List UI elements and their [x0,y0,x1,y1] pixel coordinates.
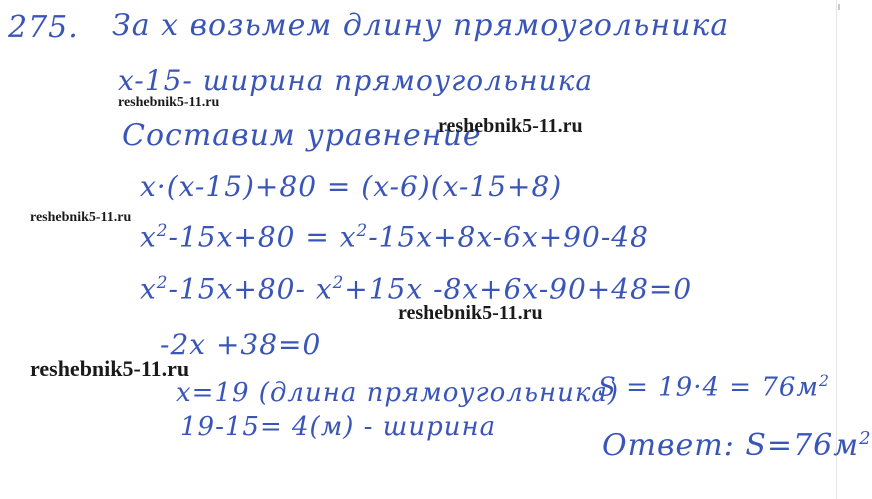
equation-3-x: x [140,272,157,306]
edge-mark [838,4,840,10]
line-width-definition: x-15- ширина прямоугольника [118,64,594,97]
width-calculation: 19-15= 4(м) - ширина [180,412,497,442]
problem-number: 275. [8,10,79,45]
watermark: reshebnik5-11.ru [30,356,190,381]
equation-3-exponent: 2 [332,272,345,292]
watermark: reshebnik5-11.ru [398,302,543,324]
final-answer [602,428,872,463]
equation-2-exponent: 2 [156,220,169,240]
equation-2-exponent: 2 [356,220,369,240]
line-intro: За x возьмем длину прямоугольника [112,8,730,43]
area-unit-exponent: 2 [818,372,830,390]
area-calculation [598,372,830,403]
equation-4: -2x +38=0 [160,328,322,361]
equation-3 [140,272,692,305]
equation-3-part: -15x+80- x [168,272,333,306]
equation-2-x: x [140,220,157,254]
final-answer-exponent: 2 [859,428,872,449]
equation-3-exponent: 2 [156,272,169,292]
watermark: reshebnik5-11.ru [118,95,220,110]
line-compose-equation: Составим уравнение [122,118,482,153]
equation-2-part: -15x+80 = x [168,220,357,254]
watermark: reshebnik5-11.ru [438,115,583,137]
equation-2-rest: -15x+8x-6x+90-48 [368,220,649,254]
equation-2 [140,220,649,253]
equation-3-rest: +15x -8x+6x-90+48=0 [344,272,693,306]
answer-length: x=19 (длина прямоугольника) [176,378,620,408]
watermark: reshebnik5-11.ru [30,210,132,225]
final-answer-text: Ответ: S=76м [602,428,860,463]
equation-1: x·(x-15)+80 = (x-6)(x-15+8) [140,170,563,203]
area-calculation-text: S = 19·4 = 76м [598,372,819,403]
page-edge-line [836,0,837,499]
